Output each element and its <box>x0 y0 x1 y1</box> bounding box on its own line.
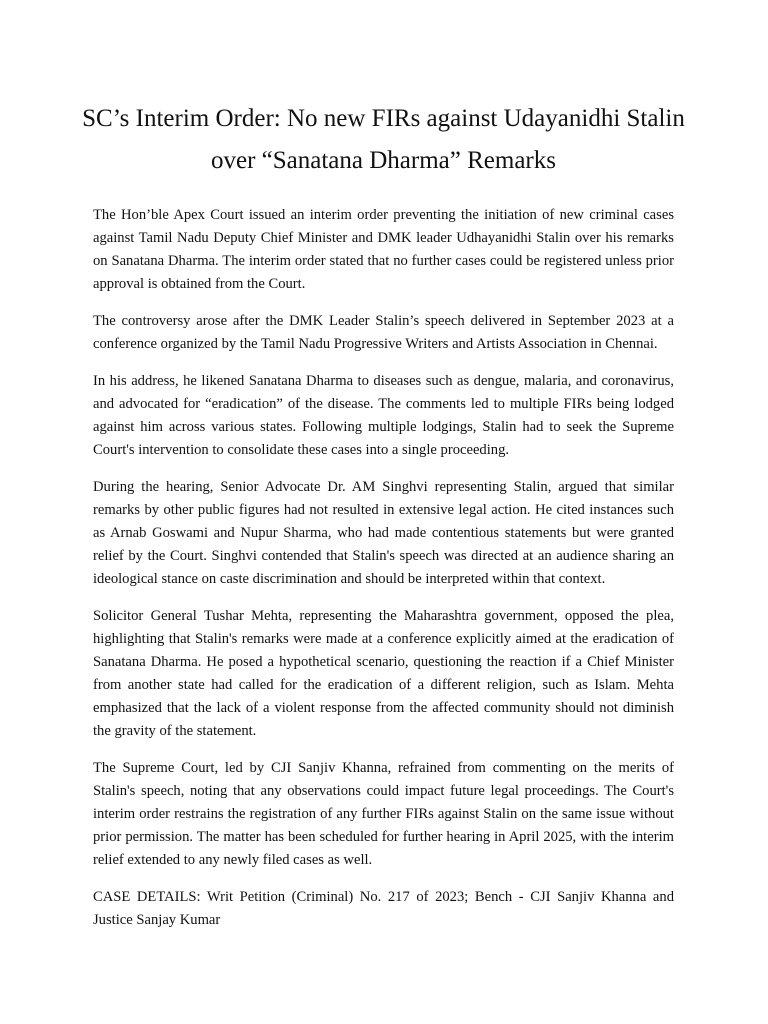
paragraph-controversy: The controversy arose after the DMK Leader Stalin’s speech delivered in September 2023 at a conference organized by the Tamil Nadu Progressive Writers and Artists Association in Chennai. <box>93 313 674 352</box>
paragraph-hearing: During the hearing, Senior Advocate Dr. AM Singhvi representing Stalin, argued that similar remarks by other public figures had not resulted in extensive legal action. He cited instances such as Arnab Goswami and Nupur Sharma, who had made contentious statements but were granted relief by the Court. Singhvi contended that Stalin's speech was directed at an audience sharing an ideological stance on caste discrimination and should be interpreted within that context. <box>93 479 674 587</box>
paragraph-solicitor-general: Solicitor General Tushar Mehta, representing the Maharashtra government, opposed the plea, highlighting that Stalin's remarks were made at a conference explicitly aimed at the eradication of Sanatana Dharma. He posed a hypothetical scenario, questioning the reaction if a Chief Minister from another state had called for the eradication of a different religion, such as Islam. Mehta emphasized that the lack of a violent response from the affected community should not diminish the gravity of the statement. <box>93 608 674 739</box>
paragraph-address: In his address, he likened Sanatana Dharma to diseases such as dengue, malaria, and coronavirus, and advocated for “eradication” of the disease. The comments led to multiple FIRs being lodged against him across various states. Following multiple lodgings, Stalin had to seek the Supreme Court's intervention to consolidate these cases into a single proceeding. <box>93 373 674 458</box>
document-page <box>82 98 685 946</box>
paragraph-case-details: CASE DETAILS: Writ Petition (Criminal) No. 217 of 2023; Bench - CJI Sanjiv Khanna and Justice Sanjay Kumar <box>93 889 674 928</box>
paragraph-supreme-court: The Supreme Court, led by CJI Sanjiv Khanna, refrained from commenting on the merits of Stalin's speech, noting that any observations could impact future legal proceedings. The Court's interim order restrains the registration of any further FIRs against Stalin on the same issue without prior permission. The matter has been scheduled for further hearing in April 2025, with the interim relief extended to any newly filed cases as well. <box>93 760 674 868</box>
paragraph-interim-order: The Hon’ble Apex Court issued an interim order preventing the initiation of new criminal cases against Tamil Nadu Deputy Chief Minister and DMK leader Udhayanidhi Stalin over his remarks on Sanatana Dharma. The interim order stated that no further cases could be registered unless prior approval is obtained from the Court. <box>93 207 674 292</box>
article-title: SC’s Interim Order: No new FIRs against Udayanidhi Stalin over “Sanatana Dharma” Remarks <box>82 105 685 174</box>
